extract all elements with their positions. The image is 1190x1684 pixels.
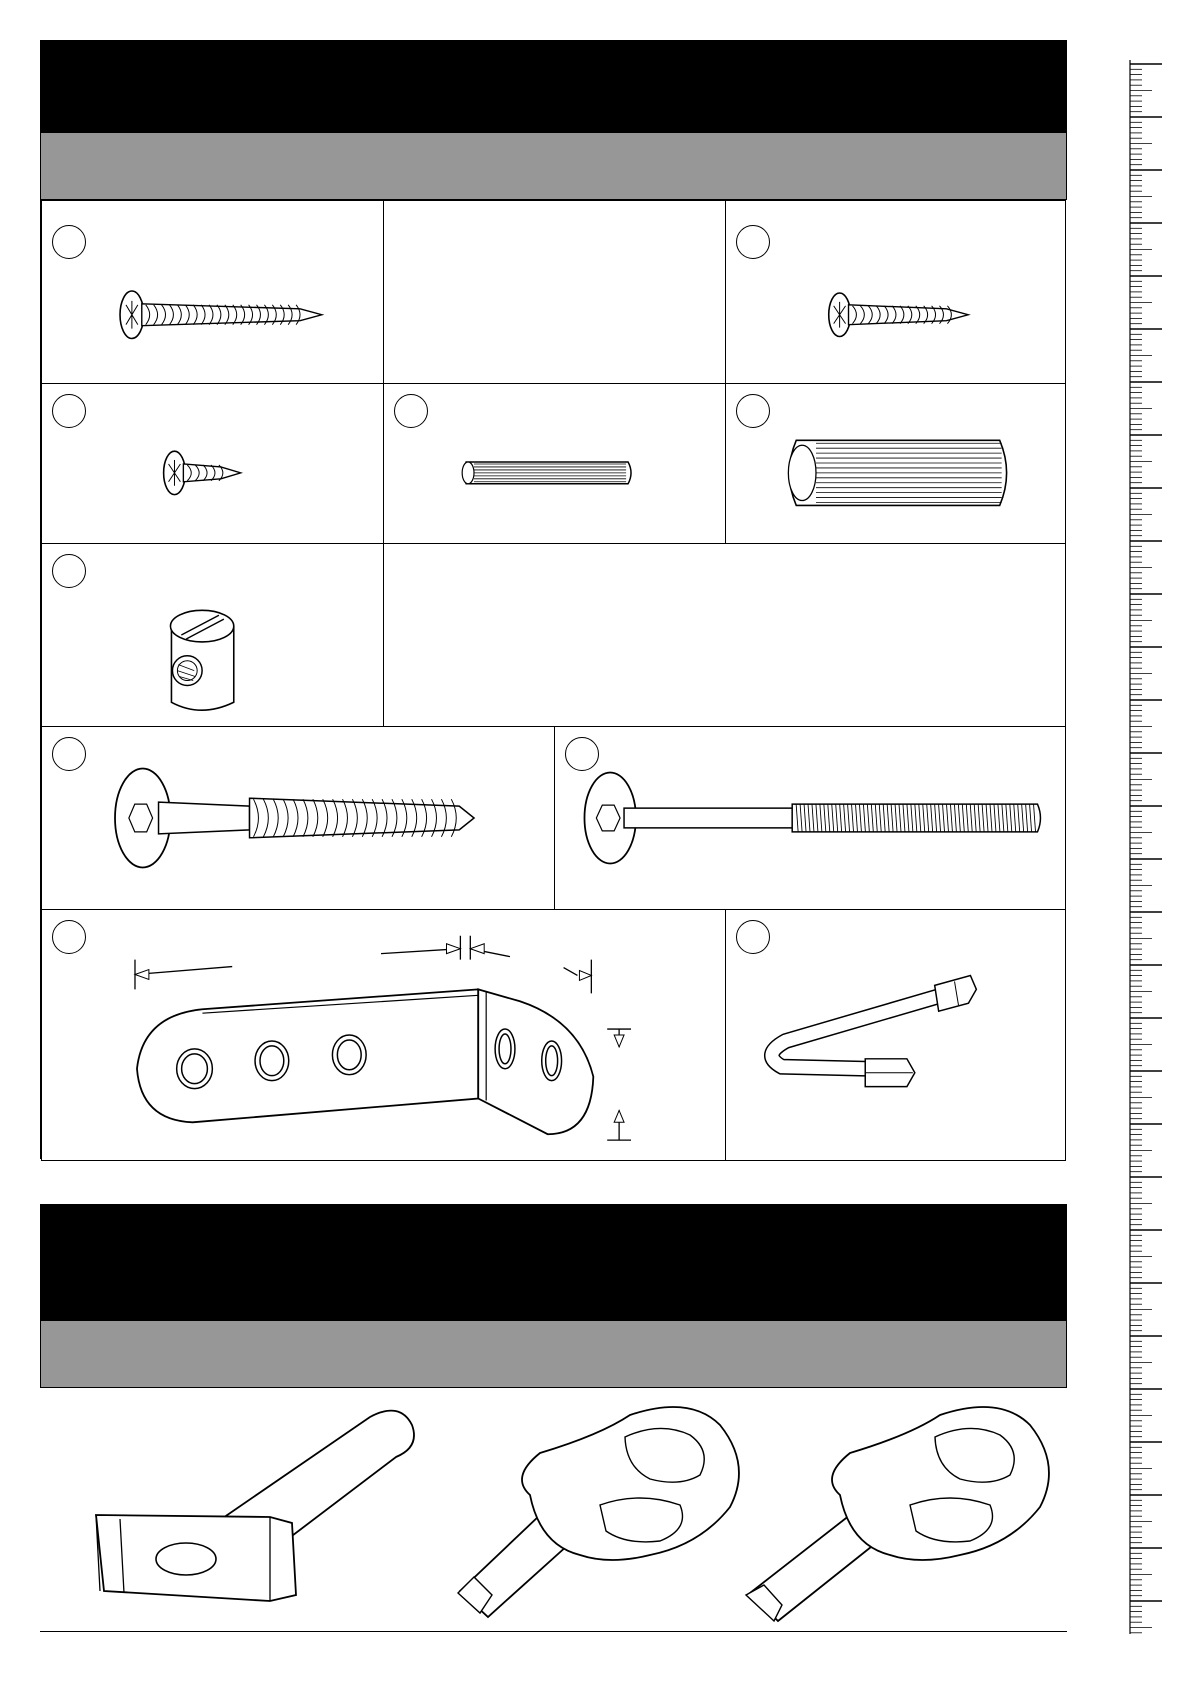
hardware-cell-k [41,909,726,1161]
medium-wood-screw-icon [726,201,1065,383]
small-dowel-icon [384,384,725,543]
hardware-grid [40,199,1065,1159]
hardware-cell-l [725,909,1066,1161]
tools-row [40,1395,1067,1635]
measuring-ruler-icon [1120,60,1180,1640]
hammer-icon [96,1411,414,1601]
hardware-cell-a [41,200,384,384]
large-dowel-icon [726,384,1065,543]
hardware-cell-j [554,726,1066,910]
tools-header-band [40,1204,1067,1320]
hardware-cell-c [725,200,1066,384]
tools-subheader-band [40,1320,1067,1388]
hardware-cell-i [41,726,555,910]
l-bracket-icon [42,910,725,1160]
flathead-screwdriver-icon [746,1407,1049,1621]
hardware-cell-h [383,543,1066,727]
phillips-screwdriver-icon [458,1407,739,1617]
hardware-cell-b [383,200,726,384]
connector-screw-icon [42,727,554,909]
hardware-cell-g [41,543,384,727]
hardware-cell-f [725,383,1066,544]
hardware-cell-d [41,383,384,544]
allen-key-icon [726,910,1065,1160]
bottom-rule [40,1631,1067,1632]
hardware-cell-e [383,383,726,544]
short-wood-screw-icon [42,384,383,543]
long-wood-screw-icon [42,201,383,383]
hardware-subheader-band [40,132,1067,200]
hardware-header-band [40,40,1067,132]
connector-bolt-icon [555,727,1065,909]
barrel-nut-icon [42,544,383,726]
